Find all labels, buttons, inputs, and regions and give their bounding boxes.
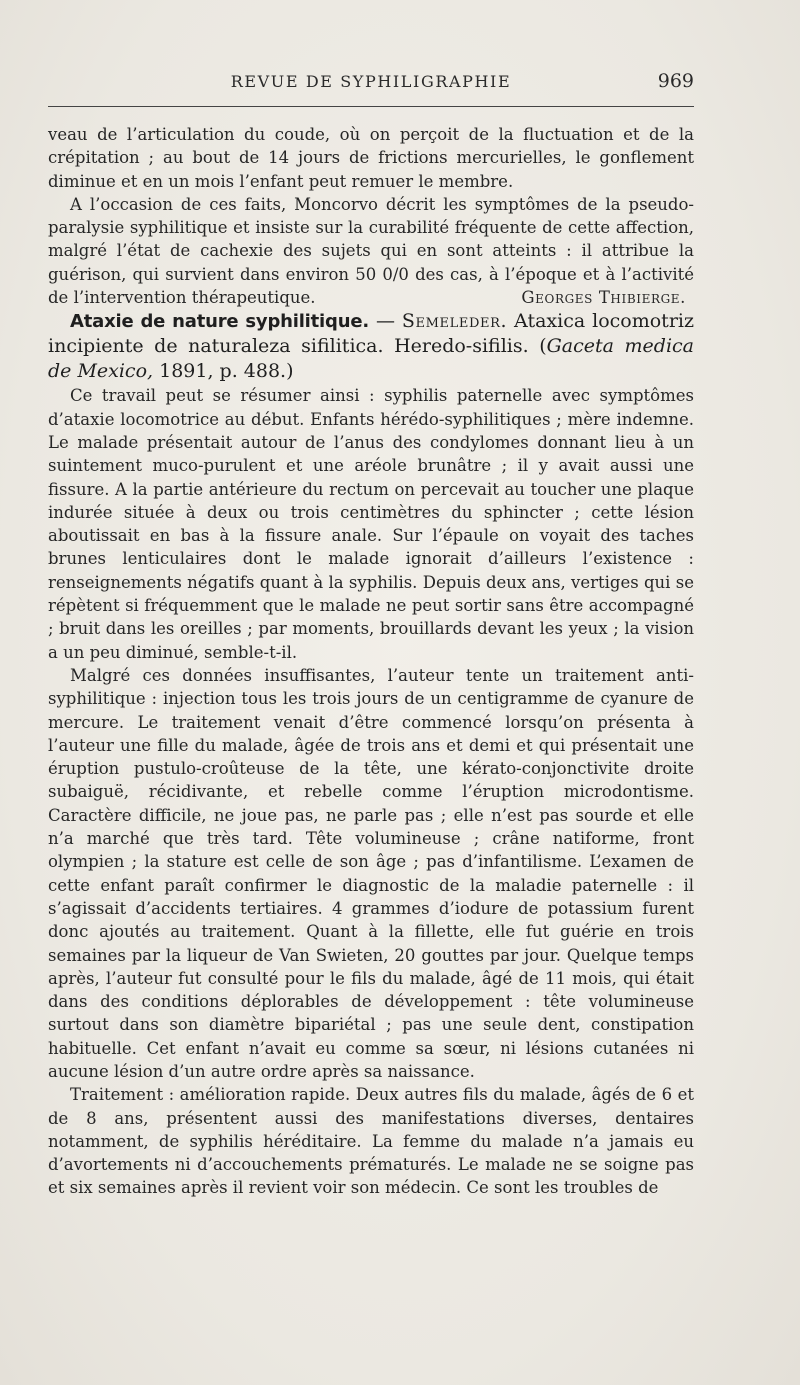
page-number: 969 bbox=[657, 70, 694, 92]
article-heading bbox=[48, 309, 694, 384]
header-rule bbox=[48, 106, 694, 107]
running-title: REVUE DE SYPHILIGRAPHIE bbox=[230, 72, 512, 91]
page-header bbox=[48, 72, 694, 98]
article-author: Semeleder. bbox=[401, 310, 508, 333]
moncorvo-paragraph-text: A l’occasion de ces faits, Moncorvo décrit les symptômes de la pseudo-paralysie syphilitique et insiste sur la curabilité fréquente de cette affection, malgré l’état de cachexie des sujets qui en sont atteints : il attribue la guérison, qui survient dans environ 50 0/0 des cas, à l’époque et à l’activité de l’intervention thérapeutique. bbox=[48, 194, 694, 308]
moncorvo-paragraph bbox=[48, 193, 694, 309]
continuation-paragraph: veau de l’articulation du coude, où on perçoit de la fluctuation et de la crépitation ; au bout de 14 jours de frictions mercurielles, le gonflement diminue et en un mois l’enfant peut remuer le membre. bbox=[48, 125, 694, 191]
heading-dash: — bbox=[368, 310, 402, 333]
article-paragraph-outcome: Traitement : amélioration rapide. Deux autres fils du malade, âgés de 6 et de 8 ans, présentent aussi des manifestations diverses, dentaires notamment, de syphilis héréditaire. La femme du malade n’a jamais eu d’avortements ni d’accouchements prématurés. Le malade ne se soigne pas et six semaines après il revient voir son médecin. Ce sont les troubles de bbox=[48, 1085, 694, 1198]
journal-name: Gaceta medica de Mexico, bbox=[48, 335, 694, 383]
author-signature: Georges Thibierge. bbox=[521, 288, 686, 308]
article-paragraph-summary: Ce travail peut se résumer ainsi : syphilis paternelle avec symptômes d’ataxie locomotrice au début. Enfants hérédo-syphilitiques ; mère indemne. Le malade présentait autour de l’anus des condylomes donnant lieu à un suintement muco-purulent et une aréole brunâtre ; il y avait aussi une fissure. A la partie antérieure du rectum on percevait au toucher une plaque indurée située à deux ou trois centimètres du sphincter ; cette lésion aboutissait en bas à la fissure anale. Sur l’épaule on voyait des taches brunes lenticulaires dont le malade ignorait d’ailleurs l’existence : renseignements négatifs quant à la syphilis. Depuis deux ans, vertiges qui se répètent si fréquemment que le malade ne peut sortir sans être accompagné ; bruit dans les oreilles ; par moments, brouillards devant les yeux ; la vision a un peu diminué, semble-t-il. bbox=[48, 386, 694, 662]
article-title: Ataxie de nature syphilitique. bbox=[70, 311, 369, 333]
article-paragraph-treatment: Malgré ces données insuffisantes, l’auteur tente un traitement anti-syphilitique : injection tous les trois jours de un centigramme de cyanure de mercure. Le traitement venait d’être commencé lorsqu’on présenta à l’auteur une fille du malade, âgée de trois ans et demi et qui présentait une éruption pustulo-croûteuse de la tête, une kérato-conjonctivite droite subaiguë, récidivante, et rebelle comme l’éruption microdontisme. Caractère difficile, ne joue pas, ne parle pas ; elle n’est pas sourde et elle n’a marché que très tard. Tête volumineuse ; crâne natiforme, front olympien ; la stature est celle de son âge ; pas d’infantilisme. L’examen de cette enfant paraît confirmer le diagnostic de la maladie paternelle : il s’agissait d’accidents tertiaires. 4 grammes d’iodure de potassium furent donc ajoutés au traitement. Quant à la fillette, elle fut guérie en trois semaines par la liqueur de Van Swieten, 20 gouttes par jour. Quelque temps après, l’auteur fut consulté pour le fils du malade, âgé de 11 mois, qui était dans des conditions déplorables de développement : tête volumineuse surtout dans son diamètre bipariétal ; pas une seule dent, constipation habituelle. Cet enfant n’avait eu comme sa sœur, ni lésions cutanées ni aucune lésion d’un autre ordre après sa naissance. bbox=[48, 665, 694, 1081]
citation-text: Ataxica locomotriz incipiente de naturaleza sifilitica. Heredo-sifilis. ( bbox=[48, 310, 694, 358]
page-body bbox=[48, 123, 694, 1200]
citation-end: 1891, p. 488.) bbox=[153, 360, 294, 383]
